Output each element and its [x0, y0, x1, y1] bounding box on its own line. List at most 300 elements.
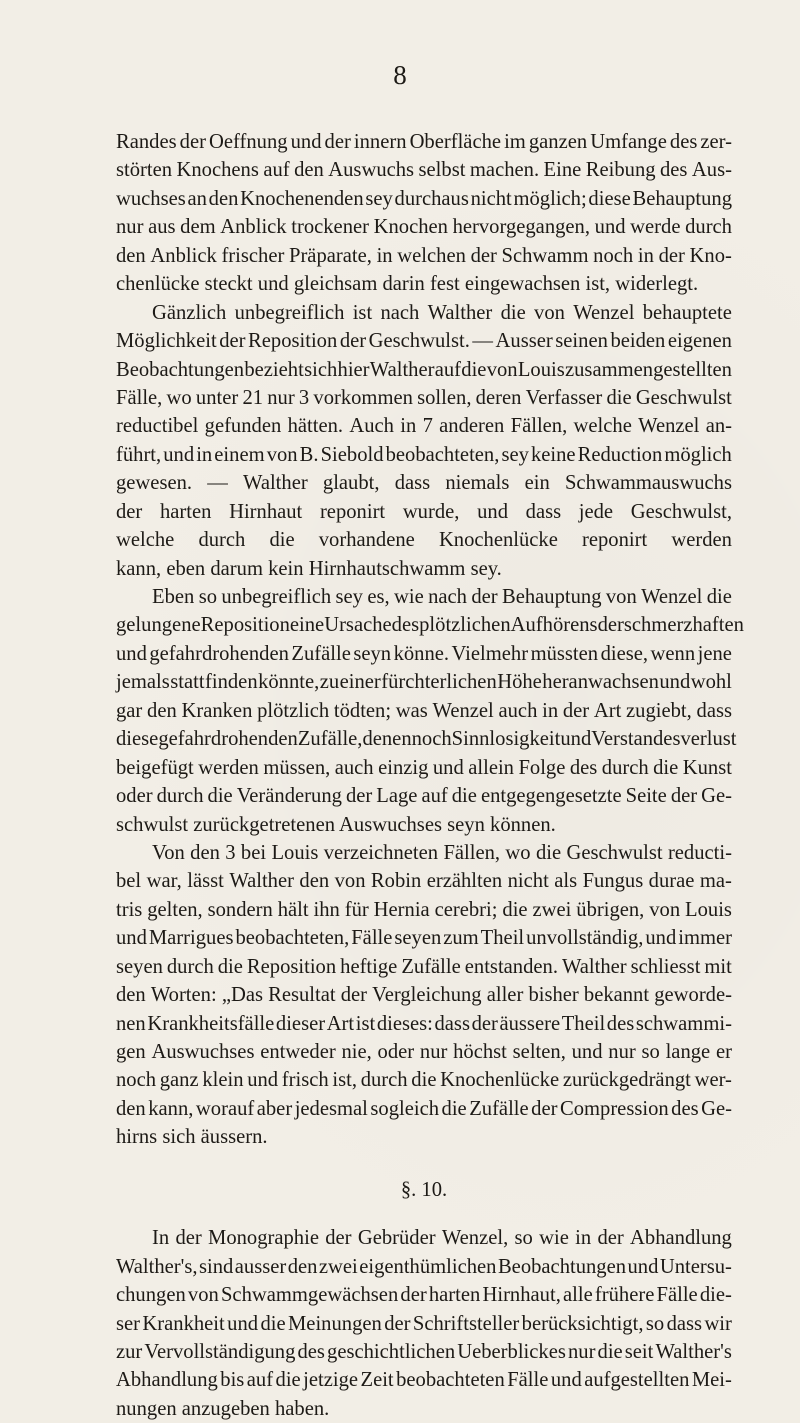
word: es, [367, 586, 390, 608]
word: der [597, 1227, 624, 1250]
word: gefahrdrohenden [158, 728, 298, 751]
word: Zufälle, [297, 728, 363, 751]
word: wohl [690, 671, 732, 694]
word: niemals [445, 472, 510, 495]
word: Lage [376, 785, 418, 808]
word: ausser [234, 1255, 287, 1278]
word: statt [170, 671, 205, 694]
word: hier [337, 358, 370, 381]
word: in [196, 443, 213, 466]
word: „Das [221, 984, 263, 1007]
word: die [653, 756, 679, 779]
word: könnte, [258, 671, 320, 694]
word: störten [116, 159, 173, 182]
word: und [550, 1369, 582, 1392]
word: die [441, 1097, 467, 1120]
text-line: schwulst zurückgetretenen Auswuchses seyn können. [116, 813, 556, 836]
word: von [649, 898, 681, 921]
word: auf [434, 358, 462, 381]
word: Siebold [320, 443, 384, 466]
word: und [116, 927, 147, 950]
word: die [461, 358, 487, 381]
word: Vergleichung [372, 984, 482, 1007]
word: der [324, 131, 351, 153]
word: Ursache [324, 614, 392, 637]
word: bekannt [583, 984, 650, 1007]
word: Oberfläche [409, 131, 502, 153]
word: unbegreiflich [221, 586, 332, 608]
word: noch [593, 244, 634, 267]
word: die [597, 1340, 623, 1363]
word: in [376, 244, 393, 267]
word: entstanden. [464, 955, 558, 978]
word: Gänzlich [152, 301, 227, 324]
word: Theil [561, 1012, 606, 1035]
word: eigenen [667, 330, 732, 353]
word: Ueberblickes [457, 1340, 566, 1363]
word: Auswuchses [151, 1041, 255, 1063]
word: müssten [530, 642, 599, 665]
word: den [116, 1097, 146, 1120]
word: der [471, 1012, 498, 1035]
word: vorhandene [318, 529, 415, 552]
word: Fälle [507, 1369, 549, 1392]
word: Sinnlosigkeit [451, 728, 561, 751]
word: der [384, 1312, 411, 1335]
word: Hernia [373, 898, 430, 921]
word: Abhandlung [630, 1227, 732, 1250]
text-line [116, 839, 732, 867]
word: Geschwulst, [630, 500, 732, 523]
word: ganzen [528, 131, 588, 153]
word: wo [505, 841, 531, 864]
word: in [637, 244, 654, 267]
word: wo [166, 386, 192, 409]
word: B. [299, 443, 319, 466]
word: durch [198, 529, 246, 552]
word: des [297, 1340, 325, 1363]
word: Walther [369, 358, 435, 381]
word: alle [563, 1284, 593, 1307]
paragraph-2 [116, 299, 732, 583]
word: Behauptung [501, 586, 602, 608]
word: frisch [281, 1069, 329, 1092]
word: welche [116, 529, 175, 552]
word: bis [220, 1369, 245, 1392]
text-line [116, 1038, 732, 1066]
word: gelungene [116, 614, 201, 637]
word: den [294, 159, 324, 182]
word: so [514, 1227, 533, 1250]
word: selbst [418, 159, 466, 182]
word: den [299, 870, 330, 893]
word: oder [116, 785, 153, 808]
word: Wenzel [641, 586, 703, 608]
word: die- [699, 1284, 732, 1307]
word: Reposition [248, 330, 338, 353]
word: den [147, 699, 177, 722]
word: seit [624, 1340, 654, 1363]
word: der [470, 244, 497, 267]
word: Louis [517, 358, 565, 381]
word: von [334, 870, 366, 893]
word: so [641, 1041, 660, 1063]
word: 21 [242, 386, 264, 409]
word: Gebrüder [357, 1227, 436, 1250]
word: von [534, 301, 565, 324]
word: reponirt [582, 529, 648, 552]
word: und [477, 500, 508, 523]
word: — [472, 330, 494, 353]
word: werde [630, 216, 681, 239]
word: Walther [243, 472, 308, 495]
word: aufgestellten [584, 1369, 690, 1392]
word: sondern [207, 898, 273, 921]
word: wie [539, 1227, 569, 1250]
word: auch [334, 756, 374, 779]
word: Beobachtungen [116, 358, 245, 381]
word: auf [263, 159, 290, 182]
text-line [116, 1095, 732, 1123]
word: ihn [313, 898, 340, 921]
word: Wenzel [638, 415, 700, 438]
word: unbegreiflich [234, 301, 345, 324]
word: beobachteten [396, 1369, 505, 1392]
word: einem [214, 443, 265, 466]
section-gap [116, 1152, 732, 1176]
word: Veränderung [236, 785, 342, 808]
word: Randes [116, 131, 177, 153]
word: noch [411, 728, 452, 751]
word: der [179, 131, 206, 153]
word: ma- [699, 870, 732, 893]
word: in [542, 699, 559, 722]
word: Walther [229, 870, 294, 893]
word: und [290, 131, 322, 153]
word: nur [267, 386, 295, 409]
text-line [116, 981, 732, 1009]
word: Kunst [682, 756, 732, 779]
text-line [116, 156, 732, 184]
word: könne. [393, 642, 450, 665]
word: möglich [664, 443, 732, 466]
word: sey [365, 187, 393, 210]
section-heading: §. 10. [400, 1178, 448, 1201]
word: nen [116, 1012, 146, 1035]
word: Verstandesverlust [591, 728, 737, 751]
word: der [471, 586, 498, 608]
word: und [116, 642, 147, 665]
word: dieses: [376, 1012, 433, 1035]
word: hervorgegangen, [452, 216, 591, 239]
text-line: kann, eben darum kein Hirnhautschwamm sey. [116, 557, 502, 580]
word: geschichtlichen [327, 1340, 456, 1363]
word: nur [116, 216, 144, 239]
word: hätten. [287, 415, 344, 438]
word: Auch [349, 415, 394, 438]
word: reductibel [116, 415, 199, 438]
text-line [116, 611, 744, 639]
text-line [116, 953, 732, 981]
word: zusammengestellten [565, 358, 732, 381]
word: diese, [600, 642, 649, 665]
word: dass [434, 1012, 470, 1035]
word: selten, [512, 1041, 566, 1063]
word: seyen [394, 927, 442, 950]
word: den [116, 984, 146, 1007]
word: sollen, [417, 386, 472, 409]
word: wer- [694, 1069, 732, 1092]
word: der [175, 1227, 202, 1250]
word: bel [116, 870, 142, 893]
word: gefunden [204, 415, 282, 438]
word: und [659, 671, 691, 694]
word: gelten, [147, 898, 203, 921]
word: durae [648, 870, 695, 893]
word: Compression [559, 1097, 669, 1120]
word: ganz [159, 1069, 199, 1092]
word: Louis [685, 898, 732, 921]
word: Knochenlücke [440, 1069, 560, 1092]
word: Ausser [495, 330, 553, 353]
word: jemals [116, 671, 170, 694]
word: aus [148, 216, 176, 239]
word: durch [360, 1069, 408, 1092]
word: den [116, 244, 146, 267]
word: von [605, 586, 637, 608]
text-line [116, 299, 732, 327]
word: denen [362, 728, 412, 751]
word: aller [486, 984, 524, 1007]
word: des [391, 614, 420, 637]
text-line [116, 1310, 732, 1338]
word: Zufälle [469, 1097, 529, 1120]
word: bei [240, 841, 267, 864]
word: durchaus [394, 187, 469, 210]
word: ser [116, 1312, 141, 1335]
word: oder [377, 1041, 415, 1063]
word: 3 [298, 386, 310, 409]
word: verzeichneten [323, 841, 439, 864]
word: Knochen [373, 216, 448, 239]
word: seyen [116, 955, 163, 978]
word: gewesen. [116, 472, 193, 495]
word: Reibung [585, 159, 656, 182]
text-line [116, 469, 732, 497]
text-line [116, 1066, 732, 1094]
text-line: hirns sich äussern. [116, 1126, 268, 1149]
word: diese [588, 187, 631, 210]
word: durch [156, 785, 204, 808]
word: Vervollständigung [144, 1340, 296, 1363]
word: plötzlichen [419, 614, 511, 637]
word: Geschwulst. [368, 330, 470, 353]
word: Wenzel [432, 699, 494, 722]
word: Schriftsteller [412, 1312, 520, 1335]
text-line [116, 356, 732, 384]
text-line [116, 242, 732, 270]
word: Folge [518, 756, 566, 779]
word: unter [195, 386, 239, 409]
word: Schwammauswuchs [564, 472, 732, 495]
text-line [116, 924, 732, 952]
word: dass [696, 699, 732, 722]
word: dem [180, 216, 216, 239]
word: Verfasser [525, 386, 603, 409]
word: beobachteten, [235, 927, 350, 950]
word: entgegengesetzte [480, 785, 622, 808]
word: Fälle [351, 927, 393, 950]
word: noch [116, 1069, 157, 1092]
word: der [339, 330, 367, 353]
paragraph-1 [116, 128, 732, 299]
word: so [645, 1312, 665, 1335]
text-line [116, 754, 732, 782]
word: Seite [625, 785, 667, 808]
word: Präparate, [289, 244, 372, 267]
word: tödten; [333, 699, 392, 722]
word: Marrigues [148, 927, 234, 950]
word: Auswuchs [328, 159, 415, 182]
word: Resultat [268, 984, 336, 1007]
text-line: chenlücke steckt und gleichsam darin fest eingewachsen ist, widerlegt. [116, 273, 699, 296]
word: Kno- [689, 244, 732, 267]
word: Wenzel [573, 301, 635, 324]
word: nicht [507, 870, 549, 893]
word: dass [525, 500, 562, 523]
word: möglich; [513, 187, 587, 210]
word: und [432, 756, 464, 779]
word: zum [443, 927, 479, 950]
text-line [116, 583, 732, 611]
word: Walther [427, 301, 493, 324]
word: Monographie [208, 1227, 319, 1250]
text-line [116, 441, 732, 469]
word: Reduction [577, 443, 663, 466]
word: entweder [260, 1041, 336, 1063]
word: Umfange [590, 131, 667, 153]
word: die [535, 841, 562, 864]
word: eigenthümlichen [359, 1255, 497, 1278]
word: Fungus [582, 870, 644, 893]
word: nur [608, 1041, 636, 1063]
word: auf [421, 785, 448, 808]
word: bisher [528, 984, 579, 1007]
text-line [116, 697, 732, 725]
word: durch [685, 216, 732, 239]
word: Möglichkeit [116, 330, 217, 353]
word: er [715, 1041, 732, 1063]
word: behauptete [642, 301, 732, 324]
word: des [606, 1012, 635, 1035]
word: Wenzel, [441, 1227, 509, 1250]
text-line: nungen anzugeben haben. [116, 1397, 330, 1420]
word: und [645, 927, 677, 950]
word: Aufhörens [510, 614, 598, 637]
word: Zufälle [401, 955, 461, 978]
word: des [669, 131, 698, 153]
word: Geschwulst [566, 841, 663, 864]
word: schliesst [630, 955, 701, 978]
word: Art [326, 1012, 355, 1035]
word: mit [704, 955, 732, 978]
word: von [187, 1284, 219, 1307]
word: lange [665, 1041, 711, 1063]
word: reducti- [667, 841, 732, 864]
word: diese [116, 728, 159, 751]
text-line [116, 213, 732, 241]
word: der [219, 330, 246, 353]
word: übrigen, [576, 898, 645, 921]
word: auch [498, 699, 538, 722]
word: des [660, 159, 688, 182]
text-line [116, 1010, 732, 1038]
word: berücksichtigt, [521, 1312, 644, 1335]
word: ein [524, 472, 550, 495]
word: frischer [221, 244, 285, 267]
word: des [671, 1097, 699, 1120]
word: durch [166, 955, 214, 978]
word: beiden [610, 330, 666, 353]
word: müssen, [263, 756, 331, 779]
word: keine [530, 443, 576, 466]
word: und [627, 1255, 659, 1278]
text-line [116, 526, 732, 554]
word: trockener [291, 216, 369, 239]
word: Walther's, [116, 1255, 198, 1278]
word: sey [335, 586, 363, 608]
word: immer [678, 927, 732, 950]
word: wie [394, 586, 424, 608]
word: In [152, 1227, 170, 1250]
word: worauf [195, 1097, 255, 1120]
word: harten [428, 1284, 481, 1307]
word: vorkommen [313, 386, 413, 409]
text-line [116, 640, 732, 668]
word: Anblick [150, 244, 217, 267]
word: als [554, 870, 578, 893]
word: Louis [271, 841, 319, 864]
word: und [227, 1312, 259, 1335]
word: tris [116, 898, 143, 921]
word: die [269, 529, 295, 552]
word: seyn [353, 642, 392, 665]
word: beigefügt [116, 756, 194, 779]
word: Schwammgewächsen [220, 1284, 399, 1307]
word: äussere [499, 1012, 561, 1035]
word: einzig [378, 756, 429, 779]
word: und [594, 216, 626, 239]
word: die [217, 955, 243, 978]
word: glaubt, [322, 472, 380, 495]
word: Von [152, 841, 185, 864]
text-line [116, 1338, 732, 1366]
word: an [187, 187, 207, 210]
word: die [451, 785, 477, 808]
word: gen [116, 1041, 146, 1063]
word: Zufälle [291, 642, 351, 665]
word: seinen [555, 330, 608, 353]
text-line [116, 185, 732, 213]
word: heftige [340, 955, 398, 978]
word: nach [428, 586, 467, 608]
text-line [116, 1224, 732, 1252]
word: deren [475, 386, 522, 409]
word: Eine [543, 159, 582, 182]
word: höchst [453, 1041, 507, 1063]
text-line [116, 668, 732, 696]
text-line [116, 1281, 732, 1309]
